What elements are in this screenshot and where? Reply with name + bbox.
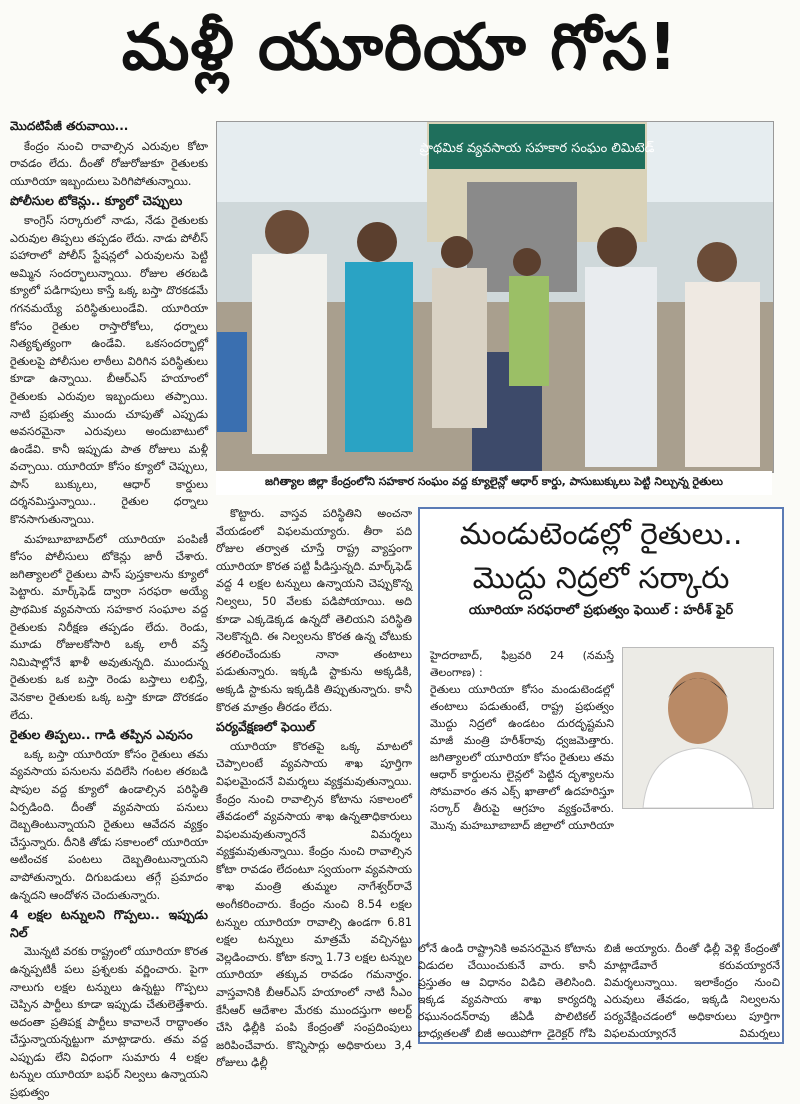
box-dateline: హైదరాబాద్, ఫిబ్రవరి 24 (నమస్తే తెలంగాణ) : — [430, 649, 614, 679]
queue-photo-illustration — [217, 122, 773, 472]
continued-kicker: మొదటిపేజీ తరువాయి... — [10, 119, 129, 133]
subheading: పర్యవేక్షణలో ఫెయిల్ — [216, 719, 315, 735]
paragraph: మహబూబాబాద్‌లో యూరియా పంపిణీ కోసం పోలీసులు టోకెన్లు జారీ చేశారు. జగిత్యాలలో రైతులు పాస్ పుస్తకాలను క్యూలో పెట్టారు. మార్క్‌ఫెడ్ ద్వారా సరఫరా అయ్యే ప్రాథమిక వ్యవసాయ సహకార సంఘాల వద్ద రైతులకు నిరీక్షణ తప్పడం లేదు. రెండు, మూడు రోజులకోసారి ఒక్క లారీ వస్తే నిమిషాల్లోనే ఖాళీ అవుతున్నది. ముందున్న రైతులకు ఒక బస్తా రెండు బస్తాలు లభిస్తే, వెనకాల రైతులకు ఒక్క బస్తా కూడా దొరకడం లేదు. — [10, 532, 208, 722]
office-banner: ప్రాథమిక వ్యవసాయ సహకార సంఘం లిమిటెడ్ — [419, 141, 655, 156]
paragraph: కాంగ్రెస్ సర్కారులో నాడు, నేడు రైతులకు ఎరువుల తిప్పలు తప్పడం లేదు. నాడు పోలీస్ పహారాలో పోలీస్ స్టేషన్లలో ఎరువులను పెట్టి అమ్మిన సందర్భాలున్నాయి. రోజుల తరబడి క్యూలో పడిగాపులు కాస్తే ఒక్క బస్తా దొరకడమే గగనమయ్యే పరిస్థితులుండేవి. యూరియా కోసం రైతుల రాస్తారోకోలు, ధర్నాలు నిత్యకృత్యంగా ఉండేవి. ఒకసందర్భాల్లో రైతులపై పోలీసుల లాఠీలు విరిగిన పరిస్థితులు కూడా ఉన్నాయి. బీఆర్ఎస్ హయాంలో రైతులకు ఎరువుల ఇబ్బందులు తప్పాయి. నాటి ప్రభుత్వ ముందు చూపుతో ఎప్పుడు అవసరమైనా ఎరువులు అందుబాటులో ఉండేవి. కానీ ఇప్పుడు పాత రోజులు మళ్లీ వచ్చాయి. యూరియా కోసం క్యూలో చెప్పులు, పాస్ బుక్కులు, ఆధార్ కార్డులు దర్శనమిస్తున్నాయి.. రైతుల ధర్నాలు కొనసాగుతున్నాయి. — [10, 213, 208, 527]
lower-column-1: లోనే ఉండి రాష్ట్రానికి అవసరమైన కోటాను విడుదల చేయించుకునే వారు. కానీ ప్రస్తుతం ఆ విధానం విడిచి తెలిసింది. ఇక్కడ వ్యవసాయ శాఖ కార్యదర్శి రఘునందన్‌రావు జీఏడీ పొలిటికల్ బాధ్యతలతో బిజీ అయిపోగా డైరెక్టర్ గోపి — [418, 942, 596, 1040]
middle-column — [216, 505, 412, 1074]
box-body-text-a: రైతులు యూరియా కోసం మండుటెండల్లో తంటాలు పడుతుంటే, రాష్ట్ర ప్రభుత్వం మొద్దు నిద్రలో ఉండటం దురదృష్టమని మాజీ మంత్రి హరీశ్‌రావు ధ్వజమెత్తారు. జగిత్యాలలో యూరియా కోసం రైతులు తమ ఆధార్ కార్డులను లైన్లలో పెట్టిన దృశ్యాలను సోమవారం తన ఎక్స్ ఖాతాలో ఉదహరిస్తూ సర్కార్ తీరుపై ఆగ్రహం వ్యక్తంచేశారు. మొన్న మహబూబాబాద్ జిల్లాలో యూరియా — [430, 683, 614, 831]
subheading: పోలీసుల టోకెన్లు.. క్యూలో చెప్పులు — [10, 193, 183, 209]
paragraph: కేంద్రం నుంచి రావాల్సిన ఎరువుల కోటా రావడం లేదు. దీంతో రోజురోజుకూ రైతులకు యూరియా ఇబ్బందులు పెరిగిపోతున్నాయి. — [10, 139, 208, 188]
paragraph: ఒక్క బస్తా యూరియా కోసం రైతులు తమ వ్యవసాయ పనులను వదిలేసి గంటల తరబడి షాపుల వద్ద క్యూలో ఉండాల్సిన పరిస్థితి ఏర్పడింది. దీంతో వ్యవసాయ పనులు దెబ్బతింటున్నాయని రైతులు ఆవేదన వ్యక్తం చేస్తున్నారు. దీనికి తోడు సకాలంలో యూరియా అటించక పంటలు దెబ్బతింటున్నాయని వాపోతున్నారు. దిగుబడులు తగ్గే ప్రమాదం ఉన్నదని ఆందోళన చెందుతున్నారు. — [10, 747, 208, 902]
box-body — [430, 647, 772, 831]
photo-caption: జగిత్యాల జిల్లా కేంద్రంలోని సహకార సంఘం వద్ద క్యూలైన్లో ఆధార్ కార్డు, పాసుబుక్కులు పెట్టి నిల్చున్న రైతులు — [216, 471, 772, 495]
box-title-line-1: మండుటెండల్లో రైతులు.. — [459, 517, 743, 552]
subheading: రైతుల తిప్పలు.. గాడి తప్పిన ఎవుసం — [10, 727, 193, 743]
box-title-line-2: మొద్దు నిద్రలో సర్కారు — [472, 561, 730, 596]
page-headline: మళ్లీ యూరియా గోస! — [121, 10, 679, 85]
paragraph: కొట్టారు. వాస్తవ పరిస్థితిని అంచనా వేయడంలో విఫలమయ్యారు. తీరా పది రోజుల తర్వాత చూస్తే రాష్ట్ర వ్యాప్తంగా యూరియా కొరత పట్టి పీడిస్తున్నది. మార్క్‌ఫెడ్ వద్ద 4 లక్షల టన్నులు ఉన్నాయని చెప్పుకొన్న నిల్వలు, 50 వేలకు పడిపోయాయి. అది కూడా ఎక్కడెక్కడ ఉన్నదో తెలియని పరిస్థితి నెలకొన్నది. ఈ నిల్వలను కొరత ఉన్న చోటుకు తరలించేందుకు నానా తంటాలు పడుతున్నారు. ఇక్కడి స్టాకును అక్కడికి, అక్కడి స్టాకును ఇక్కడికి తిప్పుతున్నారు. కానీ కొరత మాత్రం తీరడం లేదు. — [216, 507, 412, 714]
subheading: 4 లక్షల టన్నులని గొప్పలు.. ఇప్పుడు నిల్ — [10, 907, 208, 940]
paragraph: మొన్నటి వరకు రాష్ట్రంలో యూరియా కొరత ఉన్నప్పటికీ పలు ప్రశ్నలకు వర్ణించారు. పైగా నాలుగు లక్షల టన్నులు ఉన్నట్టు గొప్పలు చెప్పిన పార్టీలు కూడా ఇప్పుడు చేతులెత్తేశారు. అదంతా ప్రతిపక్ష పార్టీలు కావాలనే రాద్ధాంతం చేస్తున్నాయన్నట్టుగా మాట్లాడారు. తమ వద్ద ఎప్పుడు లేని విధంగా సుమారు 4 లక్షల టన్నుల యూరియా బఫర్ నిల్వలు ఉన్నాయని ప్రభుత్వం — [10, 945, 208, 1100]
box-tagline: యూరియా సరఫరాలో ప్రభుత్వం ఫెయిల్ : హరీశ్ ఫైర్ — [468, 603, 734, 618]
left-column — [10, 118, 208, 1104]
lower-column-2: బిజీ అయ్యారు. దీంతో ఢిల్లీ వెళ్లి కేంద్రంతో మాట్లాడేవారే కరువయ్యారనే విమర్శలున్నాయి. ఇలాకేంద్రం నుంచి ఎరువులు తేవడం, ఇక్కడి నిల్వలను పర్యవేక్షించడంలో అధికారులు పూర్తిగా విఫలమయ్యారనే విమర్శలు — [604, 942, 780, 1040]
news-photo — [216, 121, 774, 473]
paragraph: యూరియా కొరతపై ఒక్క మాటలో చెప్పాలంటే వ్యవసాయ శాఖ పూర్తిగా విఫలమైందనే విమర్శలు వ్యక్తమవుతున్నాయి. కేంద్రం నుంచి రావాల్సిన కోటాను సకాలంలో తేవడంలో వ్యవసాయ శాఖ ఉన్నతాధికారులు విఫలమవుతున్నారనే విమర్శలు వ్యక్తమవుతున్నాయి. కేంద్రం నుంచి రావాల్సిన కోటా రావడం లేదంటూ స్వయంగా వ్యవసాయ శాఖ మంత్రి తుమ్మల నాగేశ్వర్‌రావే అంగీకరించారు. కేంద్రం నుంచి 8.54 లక్షల టన్నుల యూరియా రావాల్సి ఉండగా 6.81 లక్షల టన్నులు మాత్రమే వచ్చినట్టు వెల్లడించారు. కోటా కన్నా 1.73 లక్షల టన్నుల యూరియా తక్కువ రావడం గమనార్హం. వాస్తవానికి బీఆర్ఎస్ హయాంలో నాటి సీఎం కేసీఆర్ ఆదేశాల మేరకు ముందస్తుగా అలర్ట్ చేసి ఢిల్లీకి పంపి కేంద్రంతో సంప్రదింపులు జరిపించేవారు. కొన్నిసార్లు అధికారులు 3,4 రోజులు ఢిల్లీ — [216, 739, 412, 1070]
